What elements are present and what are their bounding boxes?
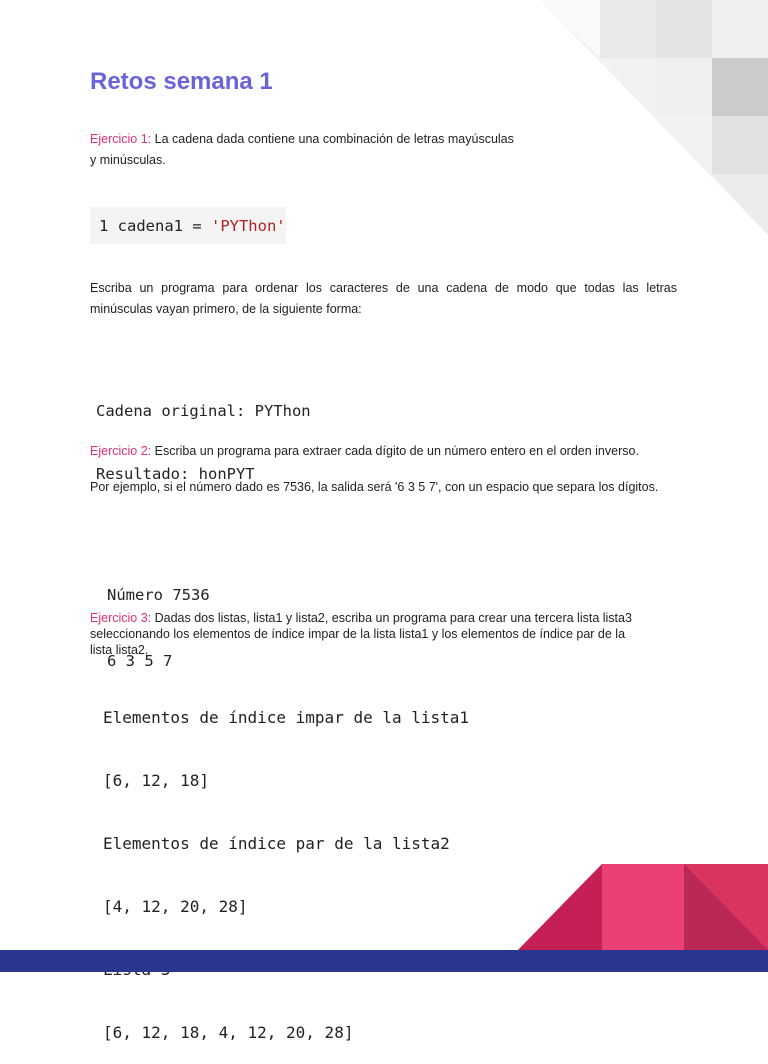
ex3-text-line3: lista lista2.	[90, 643, 149, 657]
ex1-label: Ejercicio 1:	[90, 132, 152, 146]
ex3-output-line: Elementos de índice impar de la lista1	[103, 708, 470, 727]
ex3-output-line: [6, 12, 18]	[103, 771, 209, 790]
ex1-code-line	[99, 217, 286, 235]
ex2-example: Por ejemplo, si el número dado es 7536, la salida será '6 3 5 7', con un espacio que separa los dígitos.	[90, 480, 659, 494]
ex1-description	[90, 129, 650, 171]
ex3-label: Ejercicio 3:	[90, 611, 152, 625]
ex3-output-line: [4, 12, 20, 28]	[103, 897, 248, 916]
ex1-output-line: Cadena original: PYThon	[96, 402, 311, 420]
ex3-description	[90, 610, 690, 658]
ex1-code-prefix: 1 cadena1 =	[99, 217, 211, 235]
ex1-output-line: Resultado: honPYT	[96, 465, 255, 483]
ex2-label: Ejercicio 2:	[90, 444, 152, 458]
ex2-description	[90, 441, 690, 462]
ex2-text: Escriba un programa para extraer cada dígito de un número entero en el orden inverso.	[151, 444, 639, 458]
ex2-output-line: 6 3 5 7	[107, 652, 173, 670]
ex1-instructions: Escriba un programa para ordenar los caracteres de una cadena de modo que todas las letras minúsculas vayan primero, de la siguiente forma:	[90, 281, 677, 316]
top-right-decoration	[540, 0, 768, 240]
ex1-text-line2: y minúsculas.	[90, 153, 166, 167]
bottom-right-decoration	[518, 864, 768, 950]
footer-bar	[0, 950, 768, 972]
ex3-output-line: Elementos de índice par de la lista2	[103, 834, 450, 853]
ex2-output-line: Número 7536	[107, 586, 210, 604]
ex3-text-line1: Dadas dos listas, lista1 y lista2, escriba un programa para crear una tercera lista lista3	[151, 611, 632, 625]
ex1-text-line1: La cadena dada contiene una combinación de letras mayúsculas	[151, 132, 514, 146]
ex1-code-string: 'PYThon'	[210, 217, 286, 235]
ex3-output-line: [6, 12, 18, 4, 12, 20, 28]	[103, 1023, 354, 1042]
page-title: Retos semana 1	[90, 68, 273, 95]
ex3-output	[103, 665, 469, 1064]
ex3-text-line2: seleccionando los elementos de índice impar de la lista lista1 y los elementos de índice par de la	[90, 627, 626, 641]
